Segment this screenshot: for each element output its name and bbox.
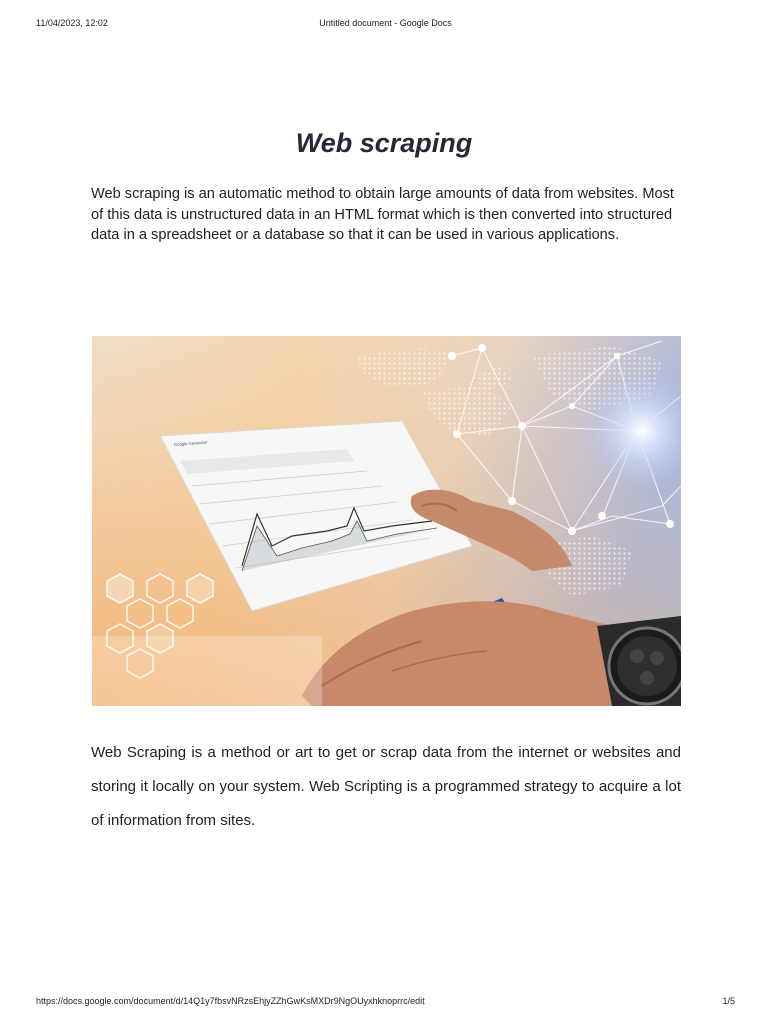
document-url: https://docs.google.com/document/d/14Q1y7fbsvNRzsEhjyZZhGwKsMXDr9NgOUyxhknoprrc/edit [36, 996, 425, 1006]
document-title: Web scraping [295, 128, 473, 158]
wrist-watch [597, 616, 681, 706]
print-doc-title: Untitled document - Google Docs [319, 18, 452, 28]
print-header [36, 18, 735, 28]
print-datetime: 11/04/2023, 12:02 [36, 18, 108, 28]
intro-paragraph: Web scraping is an automatic method to obtain large amounts of data from websites. Most of this data is unstructured data in an HTML format which is then converted into structured data in a spreadsheet or a database so that it can be used in various applications. [91, 186, 674, 243]
web-scraping-illustration [92, 336, 681, 706]
body-paragraph: Web Scraping is a method or art to get or scrap data from the internet or websites and storing it locally on your system. Web Scripting is a programmed strategy to acquire a lot of information from sites. [91, 744, 681, 829]
page-number: 1/5 [722, 996, 735, 1006]
paper-heading: Google Generator [173, 439, 208, 447]
print-footer [36, 996, 735, 1006]
